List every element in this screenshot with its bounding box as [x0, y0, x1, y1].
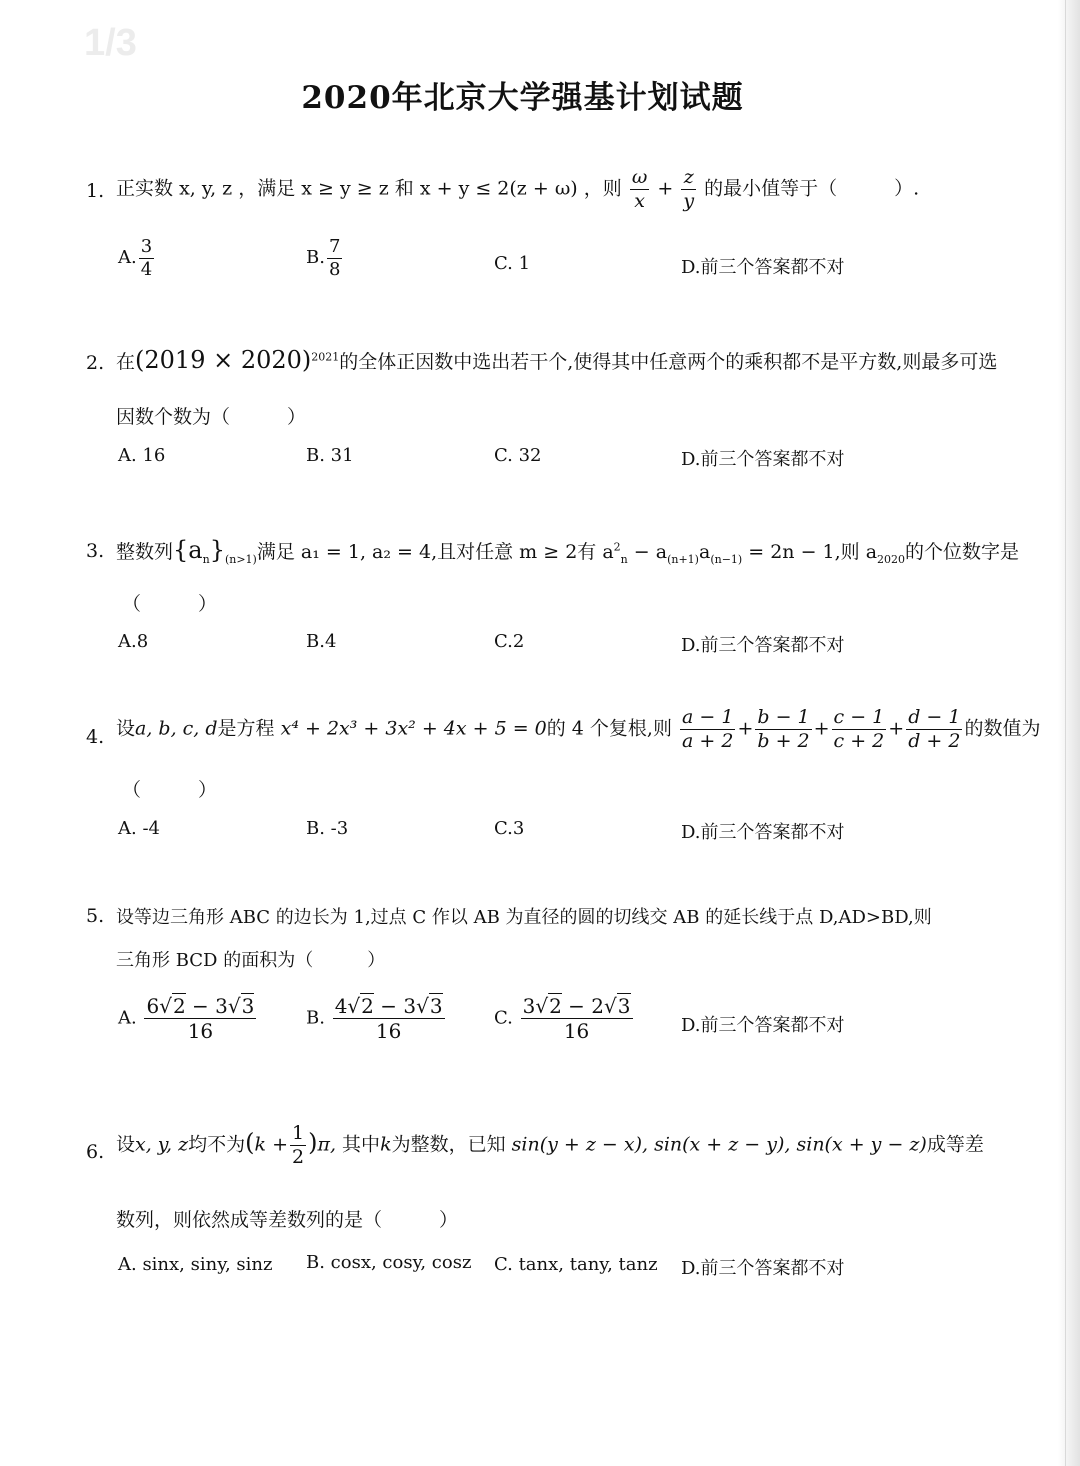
math-expr: (2019 × 2020) — [135, 346, 312, 374]
text: 和 — [394, 177, 414, 200]
option-d: D.前三个答案都不对 — [681, 1015, 845, 1036]
option-c: C. 1 — [494, 253, 531, 274]
option-b: B. $\frac{7}{8}$ — [306, 236, 341, 280]
option-d: D.前三个答案都不对 — [681, 822, 845, 843]
math-inequality: x ≥ y ≥ z — [301, 177, 389, 200]
question-4-stem: 设a, b, c, d是方程 x⁴ + 2x³ + 3x² + 4x + 5 = 0的 4 个复根,则 $\frac{a - 1}{a + 2}$ + $\frac{b - 1}{b + 2}$ + $\frac{c - 1}{c + 2}$ + $\frac{d - 1}{d + 2}$ 的数值为 — [116, 706, 1041, 752]
option-a: A. -4 — [118, 818, 160, 839]
option-c: C.3 — [494, 818, 525, 839]
question-3-stem-line2: （ ） — [122, 593, 218, 615]
question-number: 4. — [86, 726, 105, 748]
math-vars: x, y, z — [135, 1133, 189, 1156]
fraction: $\frac{d - 1}{d + 2}$ — [908, 706, 961, 752]
option-d: D.前三个答案都不对 — [681, 1258, 845, 1279]
question-2-stem: 在$(2019 \times 2020)^{2021}$的全体正因数中选出若干个,使得其中任意两个的乘积都不是平方数,则最多可选 — [116, 346, 998, 374]
math-inequality: x + y ≤ 2(z + ω) — [419, 177, 578, 200]
fraction: $\frac{c - 1}{c + 2}$ — [833, 706, 885, 752]
fraction: $\frac{4√2 - 3√3}{16}$ — [334, 994, 443, 1043]
question-3-stem: 整数列$\{a_n\}_{(n>1)}$满足 a₁ = 1, a₂ = 4,且对任意 m ≥ 2有 $a^2_n - a_{(n+1)}a_{(n-1)} = 2n - 1$,则 $a_{2020}$的个位数字是 — [116, 536, 1020, 566]
option-c: C. 32 — [494, 445, 542, 466]
fraction: $\frac{z}{y}$ — [683, 166, 695, 212]
question-2-stem-line2: 因数个数为（ ） — [116, 406, 307, 428]
fraction: $\frac{7}{8}$ — [328, 236, 341, 280]
question-number: 2. — [86, 352, 105, 374]
option-b: B. 31 — [306, 445, 354, 466]
math-vars: a, b, c, d — [135, 717, 218, 740]
fraction: $\frac{3}{4}$ — [140, 236, 153, 280]
text: 的最小值等于（ ）. — [704, 177, 920, 200]
fraction: $\frac{a - 1}{a + 2}$ — [682, 706, 734, 752]
question-5-stem: 设等边三角形 ABC 的边长为 1,过点 C 作以 AB 为直径的圆的切线交 AB 的延长线于点 D,AD>BD,则 — [116, 907, 932, 928]
option-a: A.8 — [118, 631, 149, 652]
option-b: B. cosx, cosy, cosz — [306, 1252, 472, 1273]
question-1-stem — [116, 166, 919, 213]
text: ，满足 — [238, 177, 296, 200]
option-d: D.前三个答案都不对 — [681, 449, 845, 470]
page-title: 2020年北京大学强基计划试题 — [301, 80, 744, 116]
option-d: D.前三个答案都不对 — [681, 257, 845, 278]
fraction: $\frac{\omega}{x}$ — [631, 166, 648, 212]
math-vars: x, y, z — [179, 177, 233, 200]
option-a: A. 16 — [118, 445, 166, 466]
option-c: C. tanx, tany, tanz — [494, 1254, 658, 1275]
math-expr: m ≥ 2 — [519, 541, 578, 563]
math-expr: sin(y + z − x), sin(x + z − y), sin(x + y − z) — [511, 1133, 927, 1156]
question-number: 3. — [86, 540, 105, 562]
question-number: 6. — [86, 1141, 105, 1163]
option-b: B.4 — [306, 631, 337, 652]
question-4-stem-line2: （ ） — [122, 779, 218, 801]
question-6-stem-line2: 数列，则依然成等差数列的是（ ） — [116, 1209, 459, 1231]
fraction: $\frac{3√2 - 2√3}{16}$ — [522, 994, 631, 1043]
math-expr: a₁ = 1, a₂ = 4 — [300, 541, 432, 563]
question-5-stem-line2: 三角形 BCD 的面积为（ ） — [116, 950, 386, 971]
fraction: $\frac{b - 1}{b + 2}$ — [757, 706, 810, 752]
fraction: $\frac{6√2 - 3√3}{16}$ — [146, 994, 255, 1043]
question-number: 1. — [86, 180, 105, 202]
option-b: B. -3 — [306, 818, 349, 839]
exponent: 2021 — [311, 350, 340, 364]
question-6-stem: 设x, y, z均不为(k + $\frac{1}{2}$ )π, 其中k为整数，已知 sin(y + z − x), sin(x + z − y), sin(x + y − z)成等差 — [116, 1122, 984, 1168]
page-edge-line — [1065, 0, 1066, 1466]
option-d: D.前三个答案都不对 — [681, 635, 845, 656]
page-edge-shadow — [1058, 0, 1080, 1466]
math-equation: x⁴ + 2x³ + 3x² + 4x + 5 = 0 — [280, 717, 547, 740]
fraction: $\frac{1}{2}$ — [292, 1122, 305, 1168]
question-number: 5. — [86, 905, 105, 927]
text: 正实数 — [116, 177, 174, 200]
option-a: A. $\frac{3}{4}$ — [118, 236, 153, 280]
option-a: A. $\frac{6√2 - 3√3}{16}$ — [118, 994, 255, 1043]
page-indicator: 1/3 — [84, 22, 137, 64]
option-b: B. $\frac{4√2 - 3√3}{16}$ — [306, 994, 443, 1043]
option-c: C. $\frac{3√2 - 2√3}{16}$ — [494, 994, 631, 1043]
text: ，则 — [583, 177, 622, 200]
option-a: A. sinx, siny, sinz — [118, 1254, 273, 1275]
option-c: C.2 — [494, 631, 525, 652]
math-op: + — [657, 177, 674, 200]
